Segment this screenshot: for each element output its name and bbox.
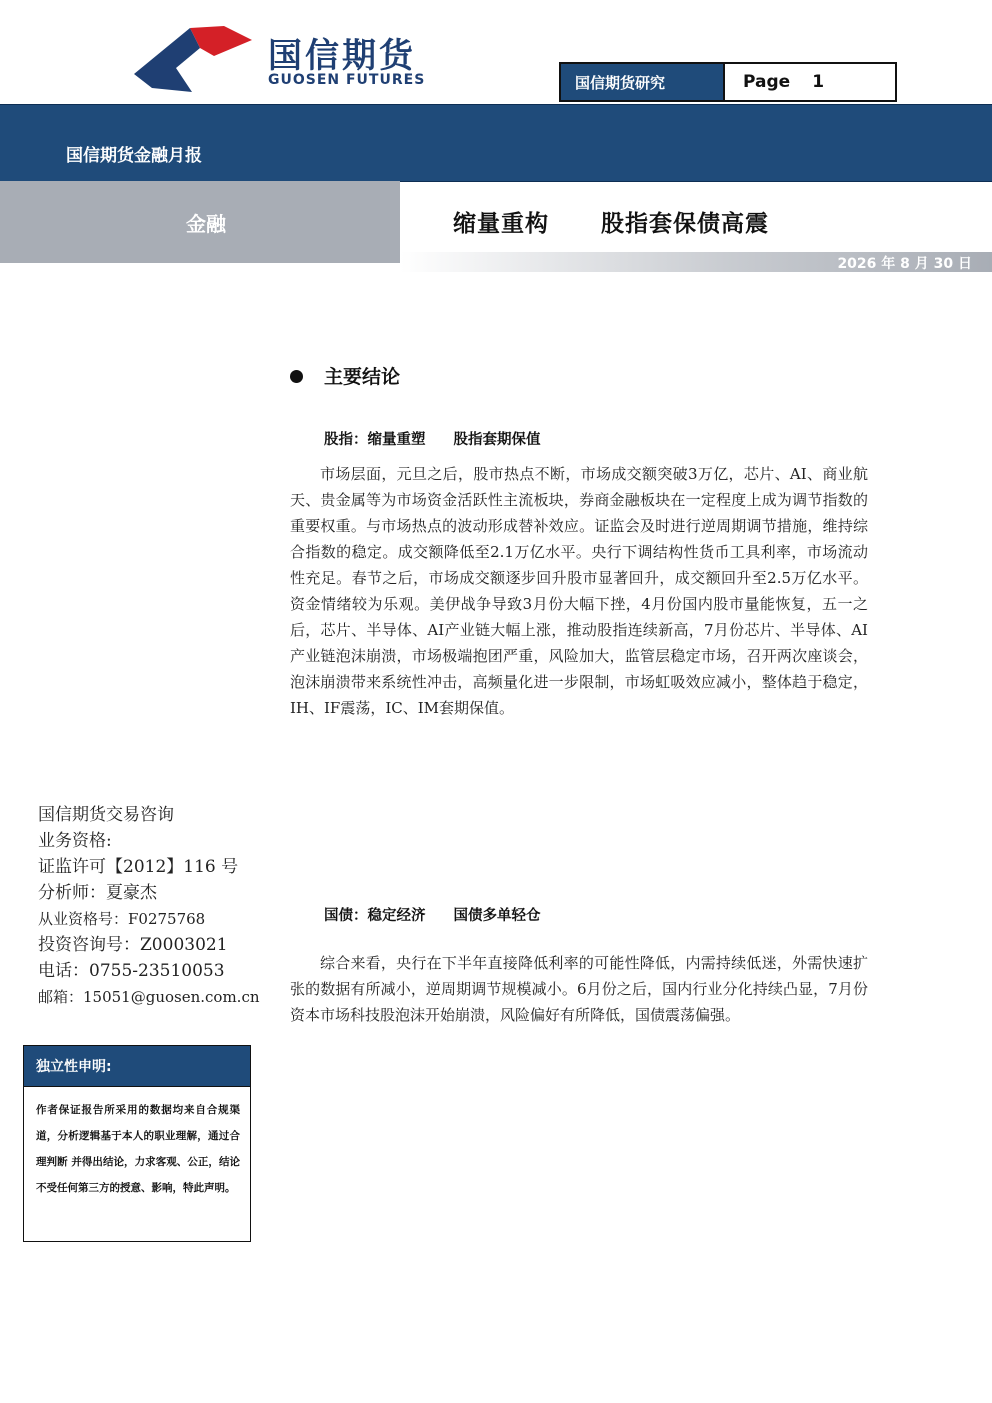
contact-company: 国信期货交易咨询 (38, 805, 174, 825)
contact-qualification-label: 业务资格: (38, 831, 112, 851)
block-2-subhead (324, 904, 541, 925)
report-title (453, 205, 769, 238)
title-part-2: 股指套保债高震 (601, 211, 769, 237)
page-indicator (725, 64, 895, 100)
block-1-paragraph: 市场层面，元旦之后，股市热点不断，市场成交额突破3万亿，芯片、AI、商业航天、贵金属等为市场资金活跃性主流板块，券商金融板块在一定程度上成为调节指数的重要权重。与市场热点的波动形成替补效应。证监会及时进行逆周期调节措施，维持综合指数的稳定。成交额降低至2.1万亿水平。央行下调结构性货币工具利率，市场流动性充足。春节之后，市场成交额逐步回升股市显著回升，成交额回升至2.5万亿水平。资金情绪较为乐观。美伊战争导致3月份大幅下挫，4月份国内股市量能恢复，五一之后，芯片、半导体、AI产业链大幅上涨，推动股指连续新高，7月份芯片、半导体、AI产业链泡沫崩溃，市场极端抱团严重，风险加大，监管层稳定市场，召开两次座谈会，泡沫崩溃带来系统性冲击，高频量化进一步限制，市场虹吸效应减小，整体趋于稳定，IH、IF震荡，IC、IM套期保值。 (290, 465, 868, 717)
sector-label: 金融 (186, 211, 226, 236)
bullet-icon (290, 370, 303, 383)
page-label: Page (743, 72, 791, 92)
contact-phone: 电话：0755-23510053 (38, 961, 225, 981)
logo-name-cn: 国信期货 (268, 36, 416, 76)
block-1-subhead (324, 428, 541, 449)
title-part-1: 缩量重构 (453, 211, 549, 237)
report-date: 2026 年 8 月 30 日 (837, 256, 972, 272)
guosen-logo-icon (134, 26, 264, 96)
header-band (0, 104, 992, 182)
company-logo (134, 26, 434, 96)
declaration-box (23, 1045, 251, 1242)
contact-email: 邮箱：15051@guosen.com.cn (38, 988, 260, 1006)
page-number: 1 (812, 72, 825, 92)
sector-block (0, 181, 400, 263)
block-2-paragraph: 综合来看，央行在下半年直接降低利率的可能性降低，内需持续低迷，外需快速扩张的数据有所减小，逆周期调节规模减小。6月份之后，国内行业分化持续凸显，7月份资本市场科技股泡沫开始崩溃，风险偏好有所降低，国债震荡偏强。 (290, 954, 868, 1024)
report-name: 国信期货金融月报 (66, 146, 202, 166)
block-1-subhead-2: 股指套期保值 (453, 432, 541, 448)
declaration-title: 独立性申明: (24, 1046, 250, 1087)
contact-advisory-number: 投资咨询号：Z0003021 (38, 935, 228, 955)
logo-name-en: GUOSEN FUTURES (268, 72, 426, 88)
section-title: 主要结论 (324, 366, 401, 388)
block-1-subhead-1: 股指：缩量重塑 (324, 432, 426, 448)
declaration-body: 作者保证报告所采用的数据均来自合规渠道，分析逻辑基于本人的职业理解，通过合理判断 并得出结论，力求客观、公正，结论不受任何第三方的授意、影响，特此声明。 (36, 1104, 240, 1194)
contact-analyst: 分析师：夏豪杰 (38, 883, 157, 903)
contact-qualification-number: 从业资格号：F0275768 (38, 910, 206, 928)
contact-info (38, 802, 278, 1010)
research-label: 国信期货研究 (561, 64, 725, 100)
title-band (0, 181, 992, 263)
date-strip (400, 252, 992, 272)
block-2-subhead-2: 国债多单轻仓 (453, 908, 541, 924)
block-2-subhead-1: 国债：稳定经济 (324, 908, 426, 924)
contact-license: 证监许可【2012】116 号 (38, 857, 239, 877)
page-tag (559, 62, 897, 102)
